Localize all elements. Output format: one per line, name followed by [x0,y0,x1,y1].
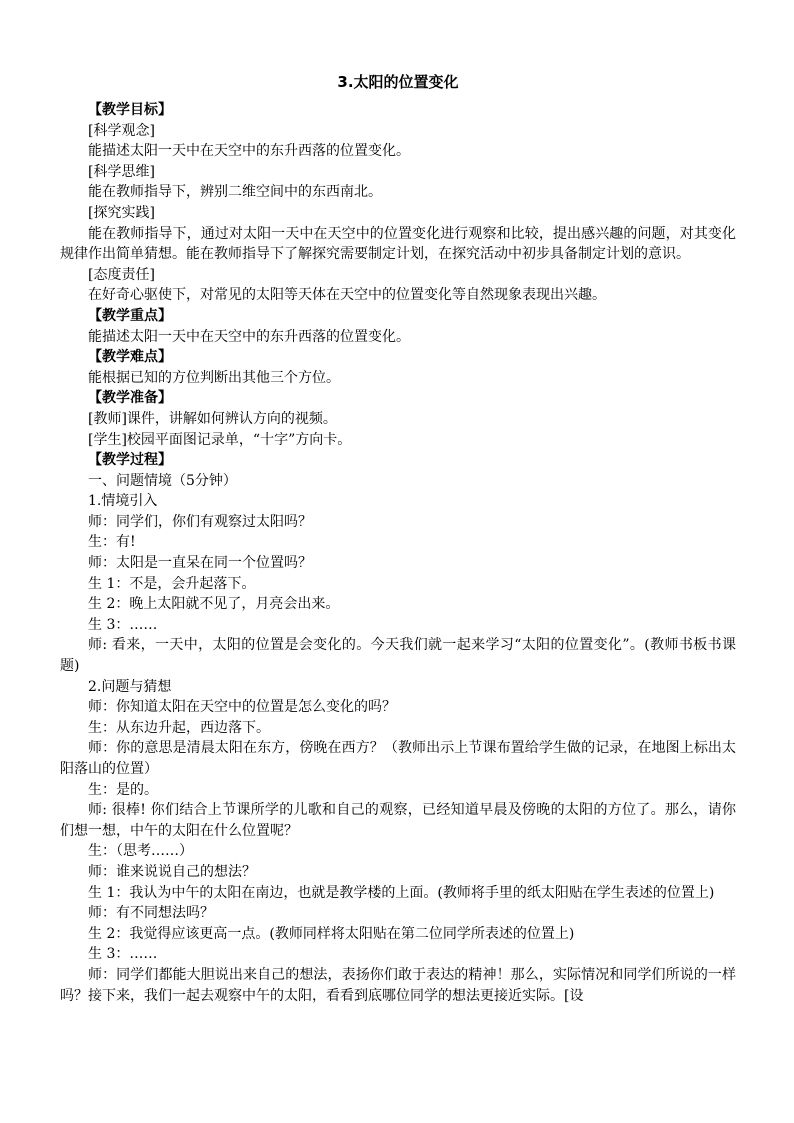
dialogue-line: 生 3：…… [88,946,158,963]
paragraph: 能根据已知的方位判断出其他三个方位。 [88,369,340,386]
dialogue-line: 生：（思考……） [88,843,193,860]
paragraph: 1.情境引入 [88,493,158,510]
dialogue-line: 师：谁来说说自己的想法？ [88,863,256,880]
section-heading-process: 【教学过程】 [88,452,172,469]
dialogue-line: 师：你知道太阳在天空中的位置是怎么变化的吗？ [88,699,396,716]
dialogue-line: 师：同学们，你们有观察过太阳吗？ [88,513,312,530]
section-heading-objectives: 【教学目标】 [88,102,172,118]
dialogue-line: 师: 很棒! 你们结合上节课所学的儿歌和自己的观察，已经知道早晨及傍晚的太阳的方位了。那么，请你们想一想，中午的太阳在什么位置呢？ [60,802,736,839]
section-heading-preparation: 【教学准备】 [88,390,172,407]
paragraph: 能在教师指导下，通过对太阳一天中在天空中的位置变化进行观察和比较，提出感兴趣的问题，对其变化规律作出简单猜想。能在教师指导下了解探究需要制定计划，在探究活动中初步具备制定计划的意识。 [60,225,736,263]
paragraph: 能在教师指导下，辨别二维空间中的东西南北。 [88,184,382,201]
dialogue-line: 生 2：晚上太阳就不见了，月亮会出来。 [88,596,340,613]
dialogue-line: 生：从东边升起，西边落下。 [88,719,270,736]
paragraph: 一、问题情境（5分钟） [88,472,237,489]
paragraph: [学生]校园平面图记录单，“十字”方向卡。 [88,431,352,448]
paragraph: [教师]课件，讲解如何辨认方向的视频。 [88,410,337,427]
section-heading-difficulties: 【教学难点】 [88,349,172,366]
dialogue-line: 生 1：我认为中午的太阳在南边，也就是教学楼的上面。(教师将手里的纸太阳贴在学生表述的位置上) [88,884,715,901]
dialogue-line: 生 1：不是，会升起落下。 [88,575,256,592]
dialogue-line: 师：太阳是一直呆在同一个位置吗？ [88,555,312,572]
dialogue-line: 师: 看来，一天中，太阳的位置是会变化的。今天我们就一起来学习“太阳的位置变化”。(教师书板书课题) [60,637,736,675]
dialogue-line: 师：你的意思是清晨太阳在东方，傍晚在西方？（教师出示上节课布置给学生做的记录，在地图上标出太阳落山的位置） [60,740,736,777]
paragraph: 能描述太阳一天中在天空中的东升西落的位置变化。 [88,143,410,160]
dialogue-line: 生 2：我觉得应该更高一点。(教师同样将太阳贴在第二位同学所表述的位置上) [88,925,575,942]
dialogue-line: 生：是的。 [88,781,158,798]
paragraph: 在好奇心驱使下，对常见的太阳等天体在天空中的位置变化等自然现象表现出兴趣。 [88,287,606,304]
subheading-science-thinking: [科学思维] [88,163,155,180]
paragraph: 2.问题与猜想 [88,678,172,695]
section-heading-key-points: 【教学重点】 [88,307,172,324]
dialogue-line: 师：同学们都能大胆说出来自己的想法，表扬你们敢于表达的精神！那么，实际情况和同学们所说的一样吗？接下来，我们一起去观察中午的太阳，看看到底哪位同学的想法更接近实际。[设 [60,966,736,1004]
subheading-attitude: [态度责任] [88,266,155,283]
dialogue-line: 生 3：…… [88,616,158,633]
subheading-inquiry-practice: [探究实践] [88,204,155,221]
page-title: 3.太阳的位置变化 [337,73,459,91]
dialogue-line: 生：有! [88,534,136,551]
subheading-science-concept: [科学观念] [88,122,155,139]
document-page [60,70,736,1006]
dialogue-line: 师：有不同想法吗？ [88,905,214,922]
paragraph: 能描述太阳一天中在天空中的东升西落的位置变化。 [88,328,410,345]
